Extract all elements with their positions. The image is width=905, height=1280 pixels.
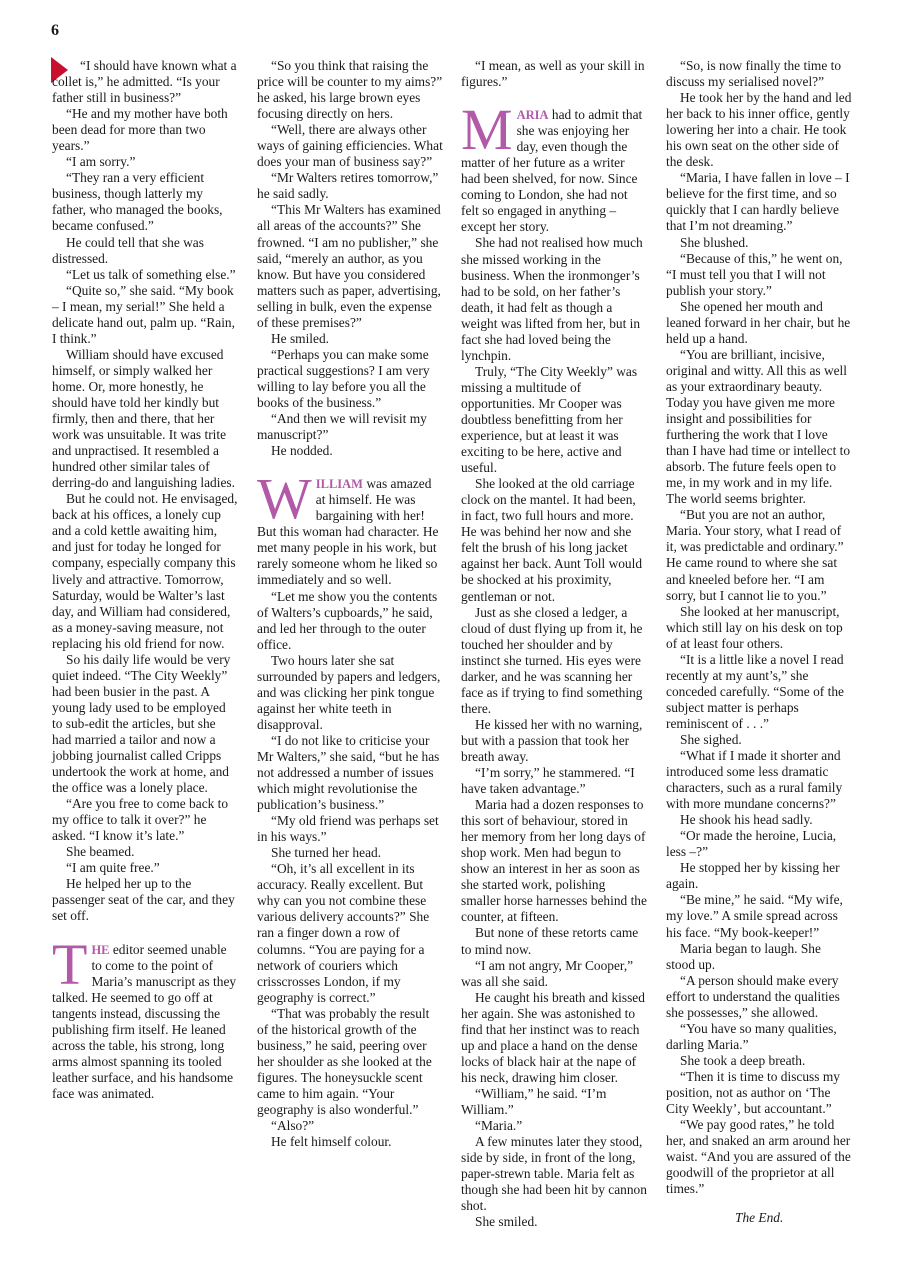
paragraph: “He and my mother have both been dead for more than two years.” [52,106,228,154]
lead-in: ILLIAM [315,477,363,492]
paragraph: She smiled. [475,1214,538,1230]
paragraph: Truly, “The City Weekly” was missing a multitude of opportunities. Mr Cooper was doubtless benefitting from her experience, but at least it was exciting to be here, active and useful. [461,363,638,476]
paragraph: “I mean, as well as your skill in figures.” [461,58,645,90]
paragraph: “Quite so,” she said. “My book – I mean, my serial!” She held a delicate hand out, palm up. “Rain, I think.” [52,282,235,346]
paragraph: “What if I made it shorter and introduced some less dramatic characters, such as a rural family with more mundane concerns?” [666,748,843,812]
paragraph [461,97,647,235]
drop-cap: W [257,466,312,532]
paragraph-text: editor seemed unable to come to the point of Maria’s manuscript as they talked. He seemed to go off at tangents instead, discussing the publishing firm itself. He leaned across the table, his strong, long arms almost spanning its tooled leather surface, and his handsome face was animated. [52,941,237,1101]
paragraph: “But you are not an author, Maria. Your story, what I read of it, was predictable and ordinary.” He came round to where she sat and kneeled before her. “I am sorry, but I cannot lie to you.” [666,507,844,603]
column-1 [52,58,238,1102]
paragraph: Maria began to laugh. She stood up. [666,940,821,972]
paragraph: “Maria, I have fallen in love – I believe for the first time, and so quickly that I can hardly believe that I’m not dreaming.” [666,170,850,234]
paragraph: He caught his breath and kissed her again. She was astonished to find that her instinct was to reach up and place a hand on the dense locks of black hair at the nape of his neck, drawing him closer. [461,989,645,1085]
paragraph: He shook his head sadly. [680,812,813,828]
paragraph: So his daily life would be very quiet indeed. “The City Weekly” had been busier in the past. A young lady used to be employed to sub-edit the articles, but she had married a tailor and now a jobbing journalist called Cripps undertook the work at home, and the office was a lonely place. [52,651,231,796]
paragraph: “Well, there are always other ways of gaining efficiencies. What does your man of business say?” [257,122,443,170]
page-number: 6 [51,22,59,39]
paragraph: He nodded. [271,443,333,459]
paragraph: She opened her mouth and leaned forward in her chair, but he held up a hand. [666,298,851,346]
paragraph: “I am quite free.” [66,860,160,876]
paragraph: Just as she closed a ledger, a cloud of dust flying up from it, he touched her shoulder and by instinct she turned. His eyes were darker, and he was scanning her face as if trying to find something there. [461,604,643,716]
paragraph: “So, is now finally the time to discuss my serialised novel?” [666,58,842,90]
paragraph: “I am not angry, Mr Cooper,” was all she said. [461,957,634,989]
drop-cap: T [52,931,88,997]
paragraph: “I’m sorry,” he stammered. “I have taken advantage.” [461,765,635,797]
paragraph: “That was probably the result of the historical growth of the business,” he said, peering over her shoulder as she looked at the figures. The honeysuckle scent came to him again. “Your geography is also wonderful.” [257,1005,432,1117]
column-4 [666,58,852,1197]
paragraph: “William,” he said. “I’m William.” [461,1085,607,1117]
paragraph: She looked at the old carriage clock on the mantel. It had been, in fact, two full hours and more. He was behind her now and she felt the brush of his long jacket against her back. Aunt Toll would be shocked at his proximity, gentleman or not. [461,476,643,604]
paragraph: “And then we will revisit my manuscript?” [257,411,427,443]
paragraph: “Oh, it’s all excellent in its accuracy. Really excellent. But why can you not combine these various delivery accounts?” She ran a finger down a row of columns. “You are paying for a network of couriers which crisscrosses London, if my geography is correct.” [257,861,430,1005]
paragraph: “Also?” [271,1118,315,1134]
paragraph: “This Mr Walters has examined all areas of the accounts?” She frowned. “I am no publisher,” she said, “merely an author, as you know. But have you considered matters such as paper, advertising, selling in bulk, even the expense of these premises?” [257,202,441,330]
paragraph: “Mr Walters retires tomorrow,” he said sadly. [257,170,439,202]
paragraph: “You have so many qualities, darling Maria.” [666,1020,837,1052]
paragraph: But he could not. He envisaged, back at his offices, a lonely cup and a cold kettle awaiting him, and just for today he longed for company, especially company this lively and attractive. Tomorrow, Saturday, would be Walter’s last day, and William had considered, as a money-saving measure, not replacing his old friend for now. [52,491,238,651]
paragraph: “I should have known what a collet is,” he admitted. “Is your father still in business?” [52,58,237,106]
paragraph: She turned her head. [271,845,382,861]
paragraph: But none of these retorts came to mind now. [461,925,639,957]
paragraph: Two hours later she sat surrounded by papers and ledgers, and was clicking her pink tongue against her white teeth in disapproval. [257,652,441,732]
paragraph: “Because of this,” he went on, “I must tell you that I will not publish your story.” [666,250,843,298]
paragraph: He could tell that she was distressed. [52,234,204,266]
drop-cap: M [461,97,513,163]
paragraph-text: was amazed at himself. He was bargaining with her! But this woman had character. He met many people in his work, but rarely someone whom he liked so immediately and so well. [257,476,439,588]
paragraph: He stopped her by kissing her again. [666,860,840,892]
article-columns [52,58,852,1238]
paragraph: She had not realised how much she missed working in the business. When the ironmonger’s had to be sold, on her father’s death, it had felt as though a weight was lifted from her, but in fact she had loved being the lynchpin. [461,235,643,363]
paragraph: “Perhaps you can make some practical suggestions? I am very willing to lay before you all the books of the business.” [257,346,430,410]
paragraph: He smiled. [271,330,330,346]
paragraph: “My old friend was perhaps set in his ways.” [257,813,439,845]
column-3 [461,58,647,1230]
paragraph: “You are brilliant, incisive, original and witty. All this as well as your extraordinary beauty. Today you have given me more insight and possibilities for furthering the work that I love than I have had time or intellect to absorb. The future feels open to me, in my work and in my life. The world seems brighter. [666,346,851,507]
paragraph: A few minutes later they stood, side by side, in front of the long, paper-strewn table. Maria felt as though she had been hit by cannon shot. [461,1134,647,1214]
paragraph: “Maria.” [475,1118,523,1134]
paragraph: She blushed. [680,234,749,250]
paragraph: William should have excused himself, or simply walked her home. Or, more honestly, he should have told her kindly but firmly, then and there, that her work was unsuitable. It was trite and unpractised. It resembled a hundred other similar tales of derring-do and languishing ladies. [52,346,235,491]
lead-in: ARIA [516,108,549,123]
paragraph: “I am sorry.” [66,154,136,170]
paragraph: “A person should make every effort to understand the qualities she possesses,” she allowed. [666,972,840,1020]
paragraph: She looked at her manuscript, which still lay on his desk on top of at least four others. [666,603,843,651]
paragraph [257,466,443,588]
lead-in: HE [91,942,110,957]
paragraph: She took a deep breath. [680,1052,806,1068]
paragraph: He felt himself colour. [271,1134,392,1150]
paragraph: She beamed. [66,844,135,860]
paragraph: “Be mine,” he said. “My wife, my love.” A smile spread across his face. “My book-keeper!” [666,892,843,940]
paragraph: “Are you free to come back to my office to talk it over?” he asked. “I know it’s late.” [52,796,229,844]
paragraph: Maria had a dozen responses to this sort of behaviour, stored in her memory from her long days of shop work. Men had begun to show an interest in her as soon as she started work, polishing smaller horse harnesses behind the counter, at fifteen. [461,797,647,925]
paragraph: “We pay good rates,” he told her, and snaked an arm around her waist. “And you are assured of the goodwill of the proprietor at all times.” [666,1117,851,1197]
paragraph-text: had to admit that she was enjoying her day, even though the matter of her future as a writer had been shelved, for now. Since coming to London, she had not felt so engaged in anything – except her story. [461,107,643,235]
paragraph: “Then it is time to discuss my position, not as author on ‘The City Weekly’, but accountant.” [666,1068,840,1117]
paragraph: “Let us talk of something else.” [66,266,236,282]
paragraph: “Or made the heroine, Lucia, less –?” [666,828,837,860]
paragraph: “They ran a very efficient business, though latterly my father, who managed the books, became confused.” [52,170,223,234]
end-text: The End. [735,1210,784,1225]
paragraph: He kissed her with no warning, but with a passion that took her breath away. [461,716,643,764]
column-2 [257,58,443,1150]
paragraph: “I do not like to criticise your Mr Walters,” she said, “but he has not addressed a number of issues which might revolutionise the publication’s business.” [257,732,440,813]
paragraph: “Let me show you the contents of Walters’s cupboards,” he said, and led her through to the outer office. [257,588,438,652]
paragraph: She sighed. [680,731,742,747]
paragraph [52,931,238,1102]
paragraph: “So you think that raising the price will be counter to my aims?” he asked, his large brown eyes focusing directly on hers. [257,58,443,122]
paragraph: “It is a little like a novel I read recently at my aunt’s,” she conceded carefully. “Some of the subject matter is perhaps reminiscent of . . .” [666,651,844,731]
paragraph: He helped her up to the passenger seat of the car, and they set off. [52,876,235,924]
paragraph: He took her by the hand and led her back to his inner office, gently lowering her into a chair. He took his own seat on the other side of the desk. [666,90,852,170]
